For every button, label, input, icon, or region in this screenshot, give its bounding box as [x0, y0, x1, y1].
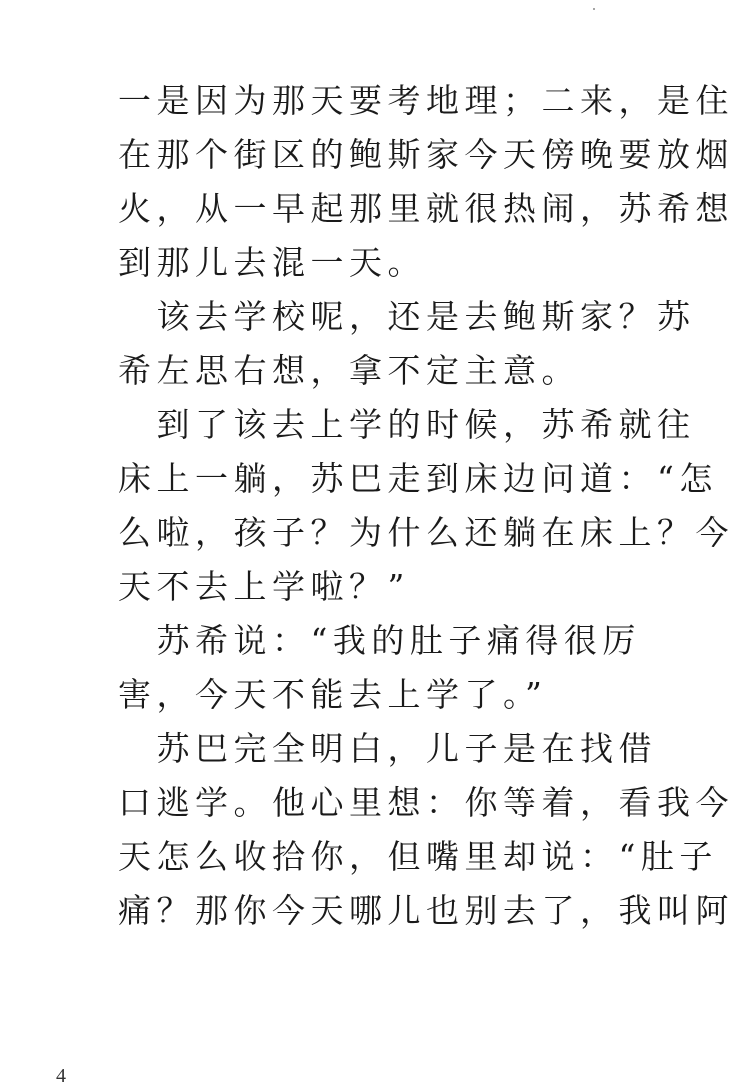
text-line: 到那儿去混一天。 [118, 243, 426, 282]
text-line: 该去学校呢，还是去鲍斯家？苏 [118, 297, 696, 336]
page-number: 4 [56, 1065, 66, 1087]
text-line: 希左思右想，拿不定主意。 [118, 351, 580, 390]
body-text [118, 74, 734, 938]
print-speck [593, 8, 595, 10]
text-line: 痛？那你今天哪儿也别去了，我叫阿 [118, 891, 734, 930]
text-line: 一是因为那天要考地理；二来，是住 [118, 81, 734, 120]
text-line: 火，从一早起那里就很热闹，苏希想 [118, 189, 734, 228]
text-line: 天不去上学啦？” [118, 567, 410, 606]
text-line: 口逃学。他心里想：你等着，看我今 [118, 783, 734, 822]
text-line: 天怎么收拾你，但嘴里却说：“肚子 [118, 837, 718, 876]
text-line: 苏巴完全明白，儿子是在找借 [118, 729, 657, 768]
text-line: 在那个街区的鲍斯家今天傍晚要放烟 [118, 135, 734, 174]
text-line: 床上一躺，苏巴走到床边问道：“怎 [118, 459, 718, 498]
text-line: 苏希说：“我的肚子痛得很厉 [118, 621, 641, 660]
text-line: 害，今天不能去上学了。” [118, 675, 548, 714]
text-line: 到了该去上学的时候，苏希就往 [118, 405, 696, 444]
text-line: 么啦，孩子？为什么还躺在床上？今 [118, 513, 734, 552]
